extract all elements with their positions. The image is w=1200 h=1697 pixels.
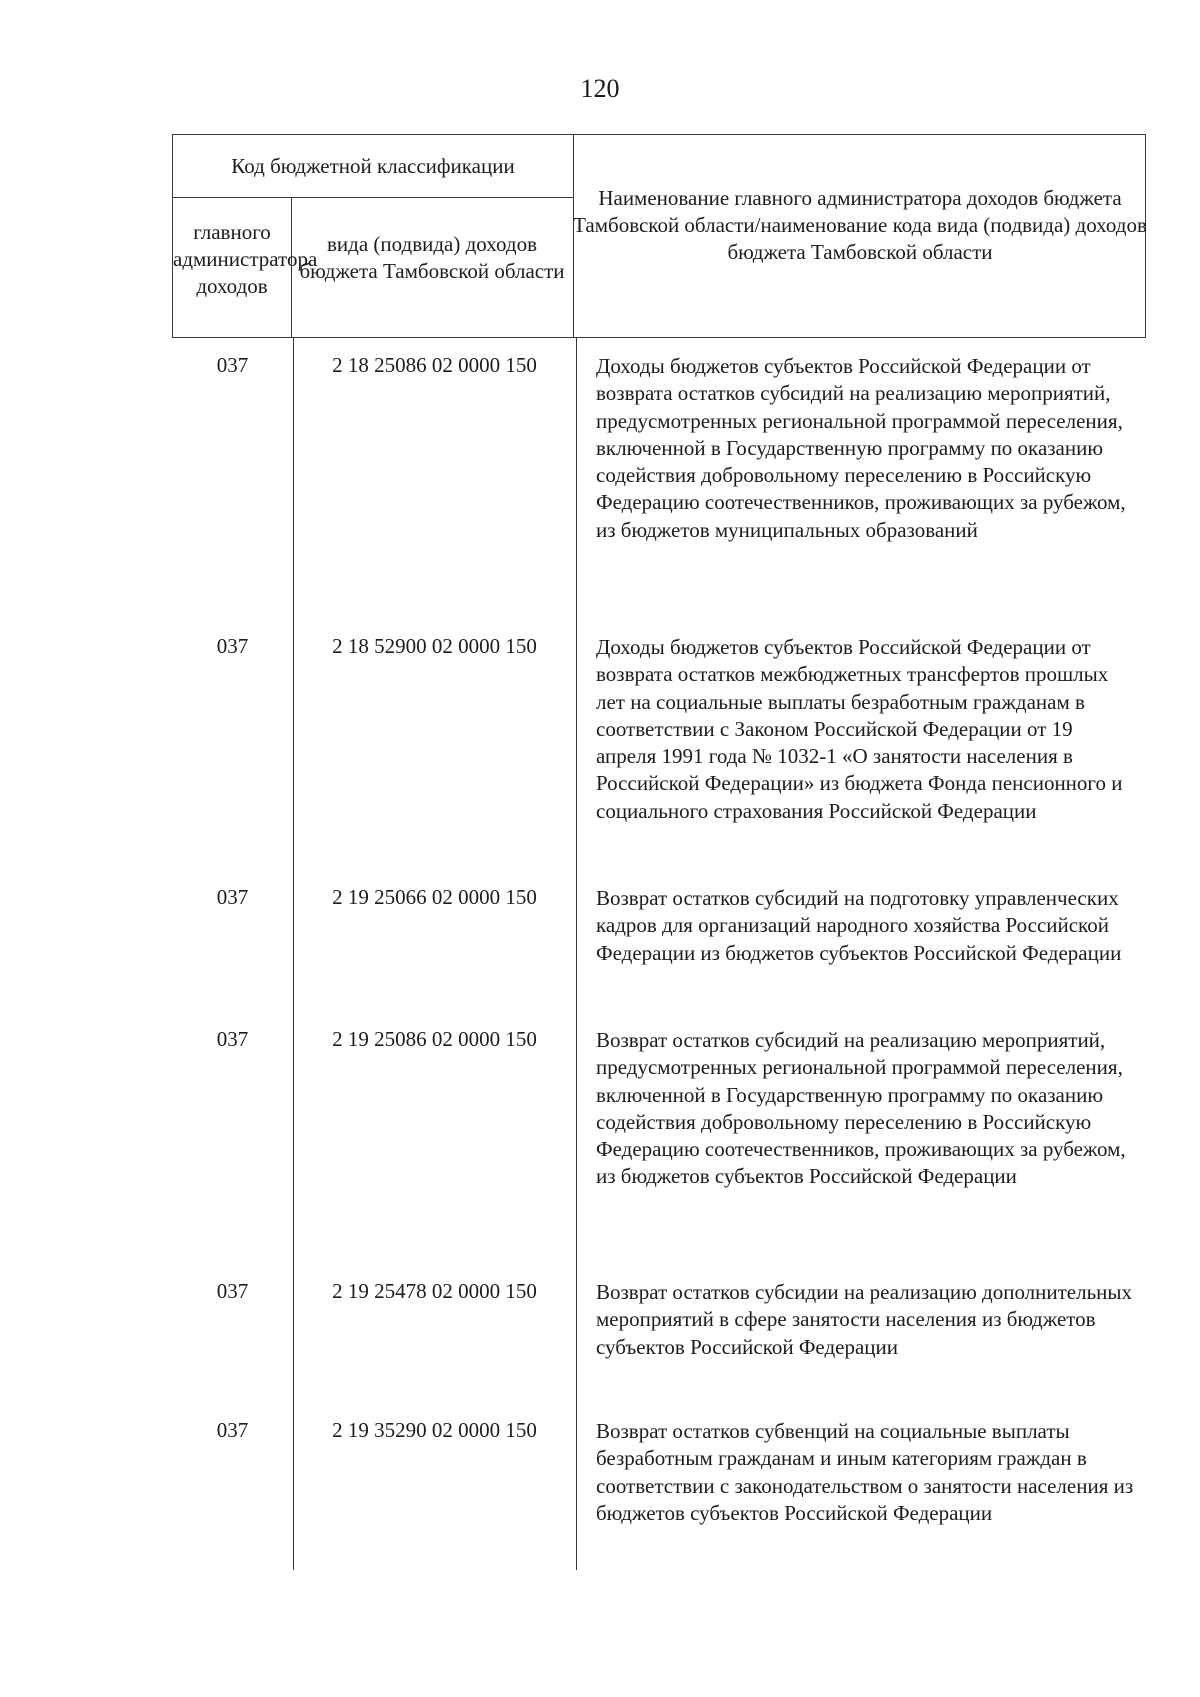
admin-code: 037 (216, 885, 249, 909)
income-code: 2 18 52900 02 0000 150 (332, 634, 537, 658)
header-code-group: Код бюджетной классификации (231, 154, 515, 178)
header-admin-column: главного администратора доходов (173, 220, 318, 298)
admin-code: 037 (216, 353, 249, 377)
header-name-column: Наименование главного администратора доходов бюджета Тамбовской области/наименование кода вида (подвида) доходов бюджета Тамбовской области (573, 186, 1147, 264)
income-name: Возврат остатков субсидий на реализацию мероприятий, предусмотренных региональной программой переселения, включенной в Государственную программу по оказанию содействия добровольному переселению в Российскую Федерацию соотечественников, проживающих за рубежом, из бюджетов субъектов Российской Федерации (596, 1028, 1126, 1189)
admin-code: 037 (216, 634, 249, 658)
admin-code: 037 (216, 1279, 249, 1303)
income-name: Доходы бюджетов субъектов Российской Федерации от возврата остатков субсидий на реализацию мероприятий, предусмотренных региональной программой переселения, включенной в Государственную программу по оказанию содействия добровольному переселению в Российскую Федерацию соотечественников, проживающих за рубежом, из бюджетов муниципальных образований (596, 354, 1126, 542)
header-type-column: вида (подвида) доходов бюджета Тамбовской области (299, 232, 565, 283)
income-code: 2 18 25086 02 0000 150 (332, 353, 537, 377)
table-header (172, 134, 1146, 338)
income-code: 2 19 25066 02 0000 150 (332, 885, 537, 909)
admin-code: 037 (216, 1418, 249, 1442)
body-divider-1 (293, 338, 294, 1570)
admin-code: 037 (216, 1027, 249, 1051)
income-name: Возврат остатков субсидии на реализацию дополнительных мероприятий в сфере занятости населения из бюджетов субъектов Российской Федерации (596, 1280, 1133, 1359)
income-name: Доходы бюджетов субъектов Российской Федерации от возврата остатков межбюджетных трансфертов прошлых лет на социальные выплаты безработным гражданам в соответствии с Законом Российской Федерации от 19 апреля 1991 года № 1032-1 «О занятости населения в Российской Федерации» из бюджета Фонда пенсионного и социального страхования Российской Федерации (596, 635, 1123, 823)
income-name: Возврат остатков субсидий на подготовку управленческих кадров для организаций народного хозяйства Российской Федерации из бюджетов субъектов Российской Федерации (596, 886, 1122, 965)
income-name: Возврат остатков субвенций на социальные выплаты безработным гражданам и иным категориям граждан в соответствии с законодательством о занятости населения из бюджетов субъектов Российской Федерации (596, 1419, 1134, 1525)
income-code: 2 19 25086 02 0000 150 (332, 1027, 537, 1051)
page-number: 120 (580, 74, 620, 103)
body-divider-2 (576, 338, 577, 1570)
header-divider-horizontal (173, 197, 573, 198)
income-code: 2 19 35290 02 0000 150 (332, 1418, 537, 1442)
income-code: 2 19 25478 02 0000 150 (332, 1279, 537, 1303)
